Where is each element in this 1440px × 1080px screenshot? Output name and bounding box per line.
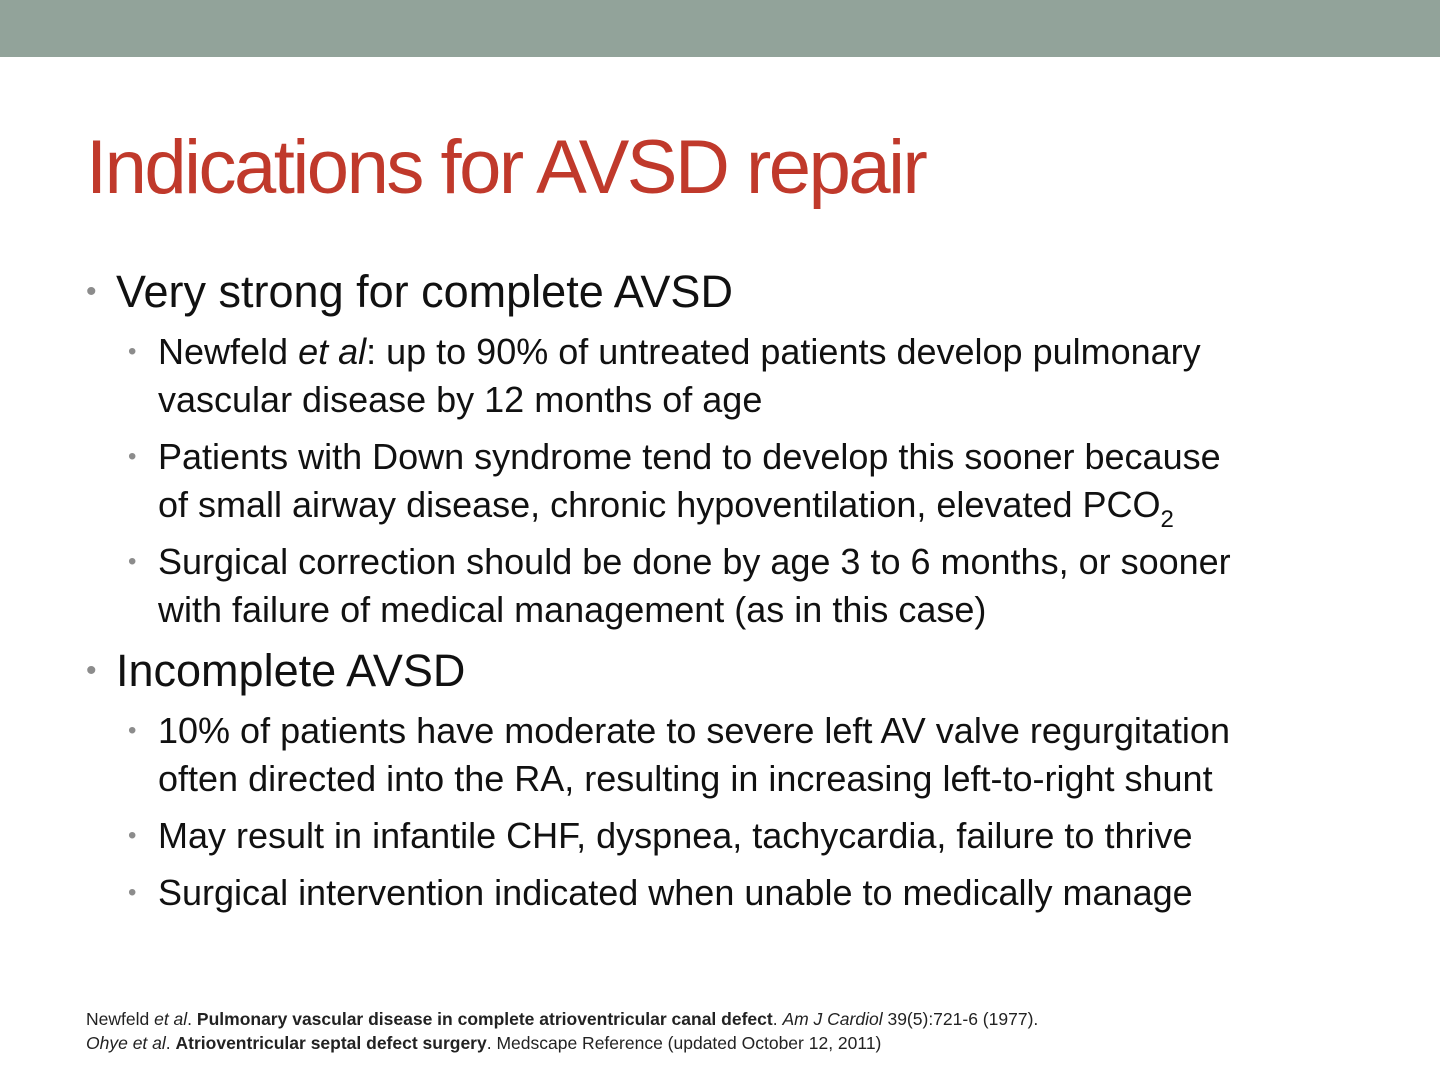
ref-etal: et al bbox=[154, 1009, 188, 1029]
sub-bullet-newfeld bbox=[86, 328, 1386, 424]
sub-bullet-surgical-intervention bbox=[86, 869, 1386, 917]
sub-bullet-line bbox=[158, 481, 1386, 533]
sub-bullet-list bbox=[86, 328, 1386, 634]
ref-author: Newfeld bbox=[86, 1009, 155, 1029]
ref-separator: . bbox=[165, 1033, 176, 1053]
bullet-group-incomplete-avsd bbox=[86, 643, 1386, 917]
text-run: Newfeld bbox=[158, 331, 299, 372]
ref-title: Pulmonary vascular disease in complete atrioventricular canal defect bbox=[196, 1009, 773, 1029]
ref-separator: . bbox=[772, 1009, 783, 1029]
bullet-group-complete-avsd bbox=[86, 264, 1386, 634]
bullet-text: Very strong for complete AVSD bbox=[116, 266, 733, 317]
reference-ohye bbox=[86, 1031, 1038, 1055]
sub-bullet-line: often directed into the RA, resulting in increasing left-to-right shunt bbox=[158, 758, 1213, 799]
sub-bullet-surgical-correction bbox=[86, 538, 1386, 634]
sub-bullet-down-syndrome bbox=[86, 433, 1386, 533]
references bbox=[86, 1007, 1038, 1055]
sub-bullet-line: with failure of medical management (as in this case) bbox=[158, 589, 987, 630]
sub-bullet-infantile-chf bbox=[86, 812, 1386, 860]
text-run: : up to 90% of untreated patients develop pulmonary bbox=[366, 331, 1201, 372]
top-accent-bar bbox=[0, 0, 1440, 57]
bullet-dot: • bbox=[128, 717, 137, 744]
sub-bullet-line: May result in infantile CHF, dyspnea, tachycardia, failure to thrive bbox=[158, 815, 1193, 856]
bullet-complete-avsd bbox=[86, 264, 1386, 320]
slide-content bbox=[86, 264, 1386, 926]
sub-bullet-line: 10% of patients have moderate to severe left AV valve regurgitation bbox=[158, 710, 1230, 751]
sub-bullet-line bbox=[158, 328, 1386, 376]
ref-details: . Medscape Reference (updated October 12, 2011) bbox=[486, 1033, 882, 1053]
bullet-dot: • bbox=[128, 822, 137, 849]
ref-separator: . bbox=[187, 1009, 197, 1029]
bullet-text: Incomplete AVSD bbox=[116, 645, 466, 696]
bullet-dot: • bbox=[128, 879, 137, 906]
sub-bullet-list bbox=[86, 707, 1386, 917]
bullet-dot: • bbox=[86, 275, 97, 308]
sub-bullet-line: Surgical intervention indicated when unable to medically manage bbox=[158, 872, 1193, 913]
text-run: of small airway disease, chronic hypoventilation, elevated PCO bbox=[158, 484, 1161, 525]
bullet-dot: • bbox=[86, 654, 97, 687]
slide-title: Indications for AVSD repair bbox=[86, 125, 926, 210]
bullet-dot: • bbox=[128, 338, 137, 365]
subscript: 2 bbox=[1160, 506, 1174, 533]
sub-bullet-line: vascular disease by 12 months of age bbox=[158, 379, 763, 420]
ref-journal: Am J Cardiol bbox=[782, 1009, 883, 1029]
sub-bullet-line: Surgical correction should be done by age 3 to 6 months, or sooner bbox=[158, 541, 1231, 582]
bullet-incomplete-avsd bbox=[86, 643, 1386, 699]
ref-title: Atrioventricular septal defect surgery bbox=[175, 1033, 487, 1053]
reference-newfeld bbox=[86, 1007, 1038, 1031]
ref-details: 39(5):721-6 (1977). bbox=[882, 1009, 1039, 1029]
bullet-dot: • bbox=[128, 443, 137, 470]
italic-text: et al bbox=[298, 331, 367, 372]
bullet-dot: • bbox=[128, 548, 137, 575]
sub-bullet-line: Patients with Down syndrome tend to develop this sooner because bbox=[158, 436, 1221, 477]
ref-author: Ohye et al bbox=[86, 1033, 166, 1053]
sub-bullet-valve-regurgitation bbox=[86, 707, 1386, 803]
